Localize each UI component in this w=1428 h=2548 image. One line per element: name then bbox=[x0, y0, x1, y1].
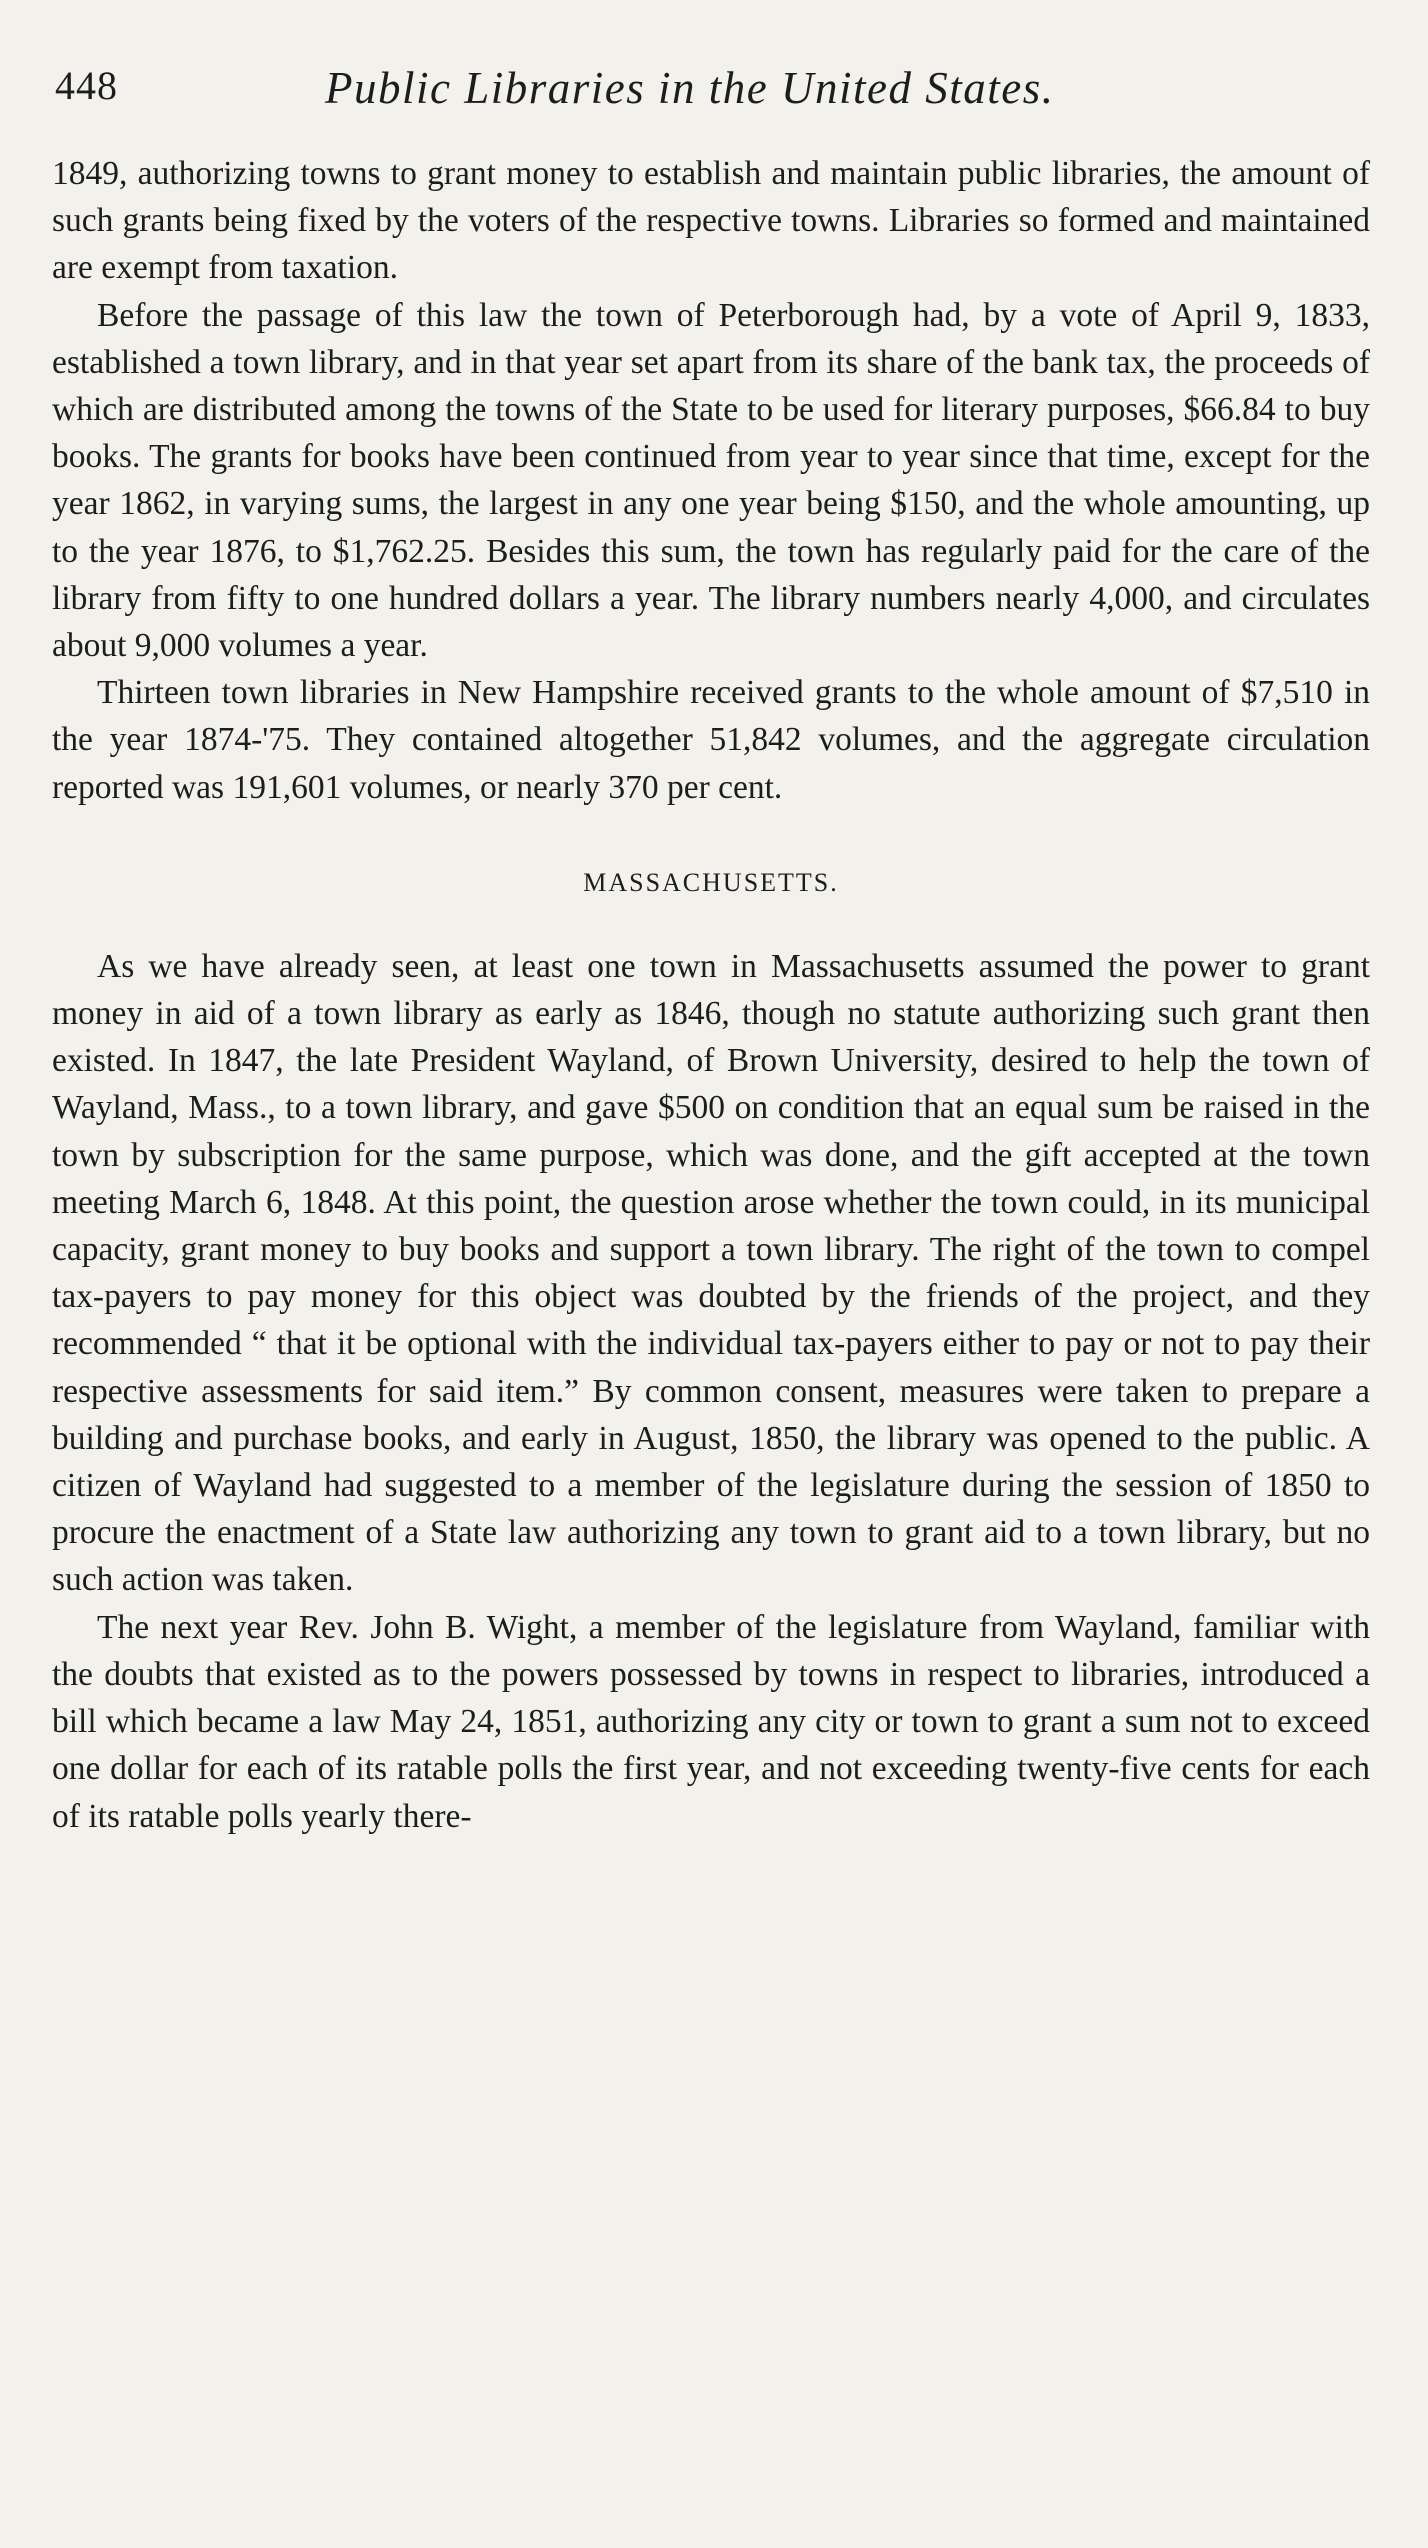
paragraph-wayland-library: As we have already seen, at least one town in Massachusetts assumed the power to grant money in aid of a town library as early as 1846, though no statute authorizing such grant then existed. In 1847, the late President Wayland, of Brown University, desired to help the town of Wayland, Mass., to a town library, and gave $500 on condition that an equal sum be raised in the town by subscription for the same purpose, which was done, and the gift accepted at the town meeting March 6, 1848. At this point, the question arose whether the town could, in its municipal capacity, grant money to buy books and support a town library. The right of the town to compel tax-payers to pay money for this object was doubted by the friends of the project, and they recommended “ that it be optional with the individual tax-payers either to pay or not to pay their respective assessments for said item.” By common consent, measures were taken to prepare a building and purchase books, and early in August, 1850, the library was opened to the public. A citizen of Wayland had suggested to a member of the legislature during the session of 1850 to procure the enactment of a State law authorizing any town to grant aid to a town library, but no such action was taken. bbox=[52, 947, 1370, 1599]
page-number: 448 bbox=[55, 63, 118, 108]
running-head bbox=[55, 62, 1365, 122]
body-text bbox=[52, 150, 1370, 1840]
paragraph-new-hampshire-grants: Thirteen town libraries in New Hampshire received grants to the whole amount of $7,510 in the year 1874-'75. They contained altogether 51,842 volumes, and the aggregate circulation reported was 191,601 volumes, or nearly 370 per cent. bbox=[52, 674, 1370, 806]
running-title: Public Libraries in the United States. bbox=[325, 63, 1055, 113]
paragraph-wight-bill: The next year Rev. John B. Wight, a member of the legislature from Wayland, familiar with the doubts that existed as to the powers possessed by towns in respect to libraries, introduced a bill which became a law May 24, 1851, authorizing any city or town to grant a sum not to exceed one dollar for each of its ratable polls the first year, and not exceeding twenty-five cents for each of its ratable polls yearly there- bbox=[52, 1608, 1370, 1835]
paragraph-continuation: 1849, authorizing towns to grant money to establish and maintain public libraries, the amount of such grants being fixed by the voters of the respective towns. Libraries so formed and maintained are exempt from taxation. bbox=[52, 155, 1370, 287]
section-heading-massachusetts: MASSACHUSETTS. bbox=[583, 867, 839, 897]
paragraph-peterborough: Before the passage of this law the town of Peterborough had, by a vote of April 9, 1833, established a town library, and in that year set apart from its share of the bank tax, the proceeds of which are distributed among the towns of the State to be used for literary purposes, $66.84 to buy books. The grants for books have been continued from year to year since that time, except for the year 1862, in varying sums, the largest in any one year being $150, and the whole amounting, up to the year 1876, to $1,762.25. Besides this sum, the town has regularly paid for the care of the library from fifty to one hundred dollars a year. The library numbers nearly 4,000, and circulates about 9,000 volumes a year. bbox=[52, 296, 1370, 665]
